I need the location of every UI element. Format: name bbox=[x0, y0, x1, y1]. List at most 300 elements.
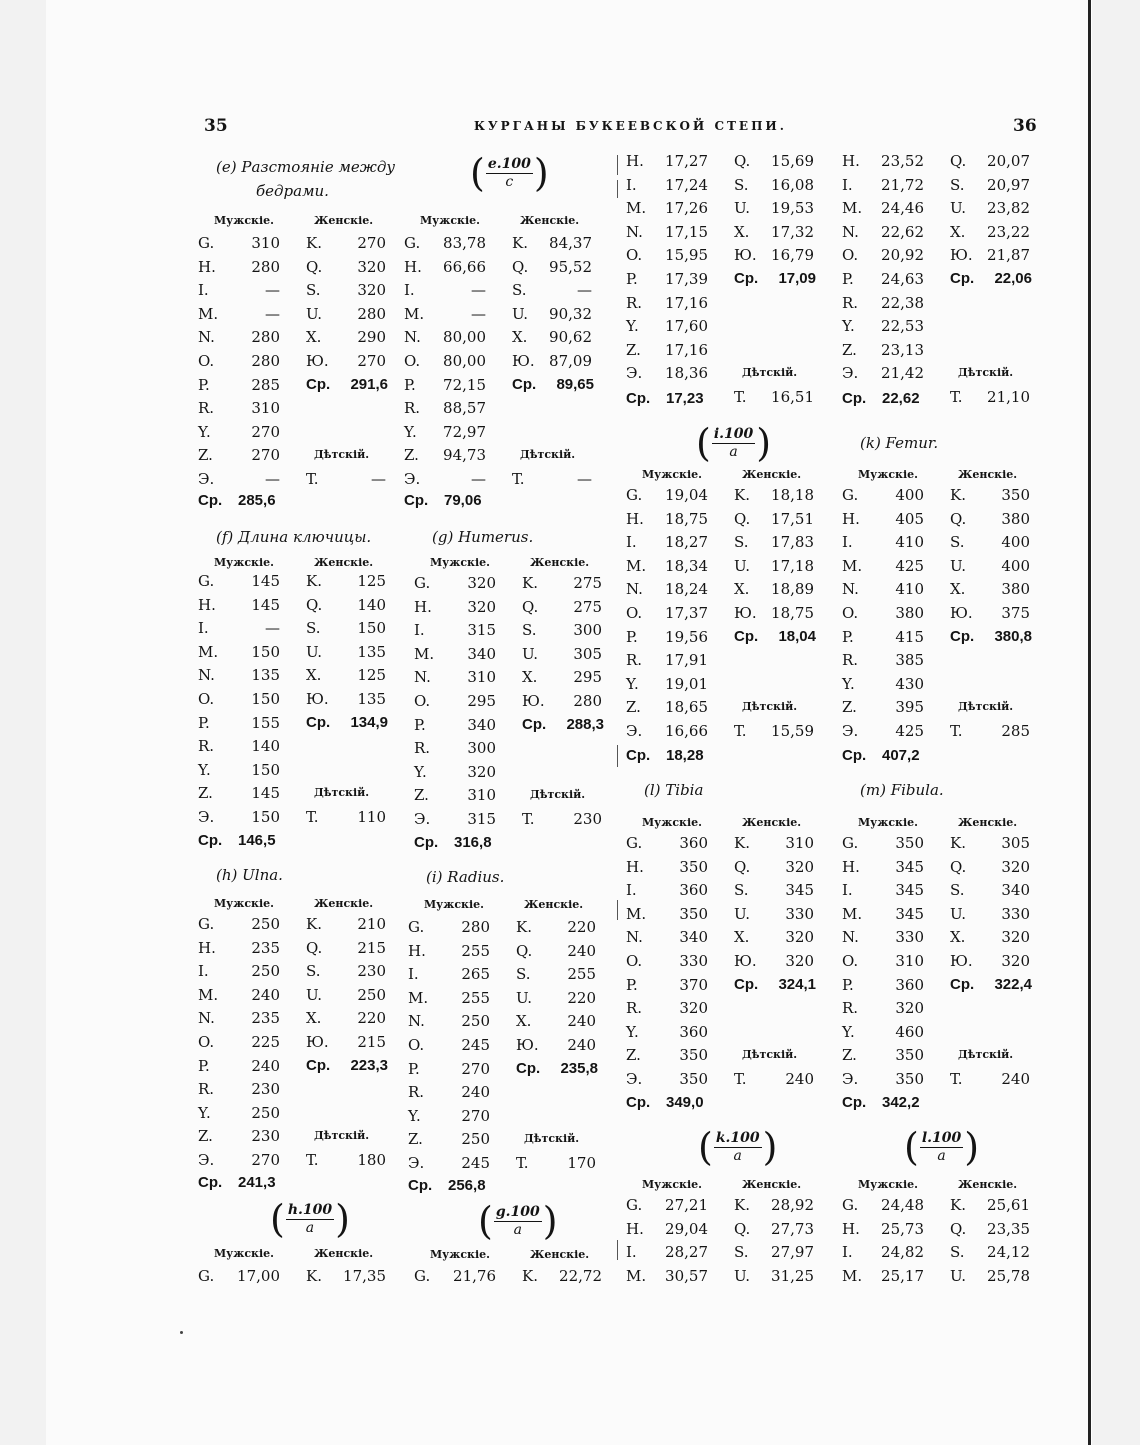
row-value: 360 bbox=[679, 834, 708, 852]
row-value: 340 bbox=[467, 644, 496, 663]
male-label: R. bbox=[198, 1080, 215, 1099]
female-label: Q. bbox=[734, 152, 751, 170]
male-label: O. bbox=[842, 952, 859, 970]
male-label: I. bbox=[414, 621, 425, 640]
row-value: 230 bbox=[357, 962, 386, 981]
male-label: M. bbox=[626, 199, 647, 218]
row-value: 270 bbox=[251, 446, 280, 465]
row-value: 15,69 bbox=[771, 152, 814, 170]
female-label: K. bbox=[306, 915, 322, 933]
row-value: 370 bbox=[679, 975, 708, 994]
row-value: 305 bbox=[573, 644, 602, 663]
row-value: 15,95 bbox=[665, 246, 708, 265]
row-value: 19,04 bbox=[665, 486, 708, 504]
row-value: 380 bbox=[895, 604, 924, 622]
row-value: 16,66 bbox=[665, 722, 708, 740]
female-label: U. bbox=[306, 985, 323, 1004]
paren-left: ( bbox=[904, 1125, 919, 1169]
row-value: 320 bbox=[895, 999, 924, 1018]
male-label: R. bbox=[404, 399, 421, 418]
male-label: M. bbox=[198, 985, 219, 1004]
male-header: Мужскіе. bbox=[430, 1248, 490, 1261]
row-value: 310 bbox=[467, 786, 496, 805]
female-label: K. bbox=[306, 1267, 322, 1285]
female-label: X. bbox=[734, 928, 750, 947]
row-value: 170 bbox=[567, 1154, 596, 1172]
male-label: I. bbox=[842, 175, 853, 194]
male-label: P. bbox=[408, 1059, 420, 1078]
row-value: 24,46 bbox=[881, 199, 924, 218]
male-label: O. bbox=[842, 604, 859, 622]
row-value: 275 bbox=[573, 597, 602, 616]
female-label: K. bbox=[734, 834, 750, 852]
female-average-value: 89,65 bbox=[556, 375, 594, 393]
male-label: G. bbox=[198, 572, 215, 590]
row-value: 320 bbox=[357, 257, 386, 276]
male-label: H. bbox=[842, 509, 860, 528]
row-value: — bbox=[371, 470, 386, 488]
female-label: S. bbox=[512, 281, 527, 300]
male-label: R. bbox=[626, 999, 643, 1018]
female-average-value: 324,1 bbox=[778, 975, 816, 993]
female-average-value: 18,04 bbox=[778, 627, 816, 645]
female-label: Q. bbox=[734, 1219, 751, 1238]
row-value: 210 bbox=[357, 915, 386, 933]
row-value: 22,62 bbox=[881, 222, 924, 241]
male-header: Мужскіе. bbox=[214, 214, 274, 227]
table-title: (f) Длина ключицы. bbox=[216, 528, 372, 546]
male-label: P. bbox=[626, 270, 638, 288]
child-label: T. bbox=[306, 1151, 319, 1169]
row-value: 84,37 bbox=[549, 234, 592, 252]
row-value: 94,73 bbox=[443, 446, 486, 465]
row-value: 17,00 bbox=[237, 1267, 280, 1285]
row-value: 280 bbox=[573, 692, 602, 710]
row-value: 340 bbox=[1001, 881, 1030, 900]
paren-left: ( bbox=[478, 1199, 493, 1243]
row-value: 230 bbox=[251, 1127, 280, 1146]
male-label: Э. bbox=[626, 364, 643, 383]
male-label: P. bbox=[626, 975, 638, 994]
female-label: U. bbox=[950, 556, 967, 575]
row-value: 320 bbox=[467, 574, 496, 592]
male-label: M. bbox=[842, 199, 863, 218]
numerator: l.100 bbox=[921, 1129, 962, 1146]
male-label: R. bbox=[842, 999, 859, 1018]
female-label: Ю. bbox=[734, 246, 757, 265]
female-label: Q. bbox=[734, 509, 751, 528]
row-value: 20,92 bbox=[881, 246, 924, 265]
average-label: Ср. bbox=[306, 713, 331, 731]
male-label: Э. bbox=[842, 722, 859, 740]
row-value: 140 bbox=[357, 595, 386, 614]
average-label: Ср. bbox=[198, 492, 223, 509]
row-value: 330 bbox=[895, 928, 924, 947]
table-title: (e) Разстояніе между bbox=[216, 158, 396, 176]
male-label: I. bbox=[198, 962, 209, 981]
row-value: 140 bbox=[251, 737, 280, 756]
male-label: Э. bbox=[404, 470, 421, 488]
female-label: S. bbox=[516, 965, 531, 984]
row-value: 17,91 bbox=[665, 651, 708, 670]
male-header: Мужскіе. bbox=[858, 468, 918, 481]
female-header: Женскіе. bbox=[958, 1178, 1018, 1191]
female-header: Женскіе. bbox=[520, 214, 580, 227]
average-label: Ср. bbox=[198, 1174, 223, 1191]
average-label: Ср. bbox=[516, 1059, 541, 1077]
row-value: 405 bbox=[895, 509, 924, 528]
average-label: Ср. bbox=[306, 1056, 331, 1074]
row-value: 265 bbox=[461, 965, 490, 984]
male-label: O. bbox=[198, 690, 215, 708]
female-average-value: 291,6 bbox=[350, 375, 388, 393]
female-label: Q. bbox=[950, 857, 967, 876]
male-label: Y. bbox=[198, 422, 211, 441]
row-value: 18,89 bbox=[771, 580, 814, 599]
row-value: 270 bbox=[357, 352, 386, 370]
female-label: Q. bbox=[306, 595, 323, 614]
male-label: I. bbox=[626, 175, 637, 194]
female-label: S. bbox=[306, 619, 321, 638]
row-value: 300 bbox=[467, 739, 496, 758]
male-label: N. bbox=[842, 222, 859, 241]
male-label: Z. bbox=[408, 1130, 423, 1149]
numerator: e.100 bbox=[487, 155, 531, 172]
male-label: Э. bbox=[198, 470, 215, 488]
row-value: 110 bbox=[357, 808, 386, 826]
male-label: I. bbox=[626, 533, 637, 552]
row-value: 400 bbox=[895, 486, 924, 504]
rule-mark bbox=[617, 1240, 618, 1260]
paren-right: ) bbox=[335, 1197, 350, 1241]
row-value: 350 bbox=[1001, 486, 1030, 504]
rule-mark bbox=[617, 155, 618, 175]
table-title: (g) Humerus. bbox=[432, 528, 534, 546]
male-label: G. bbox=[404, 234, 421, 252]
male-label: Z. bbox=[842, 340, 857, 359]
male-average-value: 407,2 bbox=[882, 747, 920, 764]
row-value: 17,18 bbox=[771, 556, 814, 575]
row-value: 395 bbox=[895, 698, 924, 717]
average-label: Ср. bbox=[306, 375, 331, 393]
female-label: K. bbox=[306, 572, 322, 590]
page-number-left: 35 bbox=[204, 116, 228, 136]
female-label: Q. bbox=[306, 257, 323, 276]
row-value: 24,82 bbox=[881, 1243, 924, 1262]
row-value: 280 bbox=[251, 257, 280, 276]
row-value: 17,27 bbox=[665, 152, 708, 170]
male-label: I. bbox=[626, 881, 637, 900]
male-label: N. bbox=[198, 666, 215, 685]
row-value: 295 bbox=[573, 668, 602, 687]
male-label: M. bbox=[842, 904, 863, 923]
male-label: H. bbox=[198, 595, 216, 614]
male-label: M. bbox=[626, 904, 647, 923]
average-label: Ср. bbox=[734, 627, 759, 645]
paren-right: ) bbox=[964, 1125, 980, 1169]
row-value: 17,83 bbox=[771, 533, 814, 552]
row-value: 145 bbox=[251, 595, 280, 614]
male-label: H. bbox=[626, 857, 644, 876]
male-label: N. bbox=[842, 580, 859, 599]
row-value: 320 bbox=[467, 762, 496, 781]
child-header: Дѣтскій. bbox=[742, 700, 798, 714]
average-label: Ср. bbox=[626, 747, 651, 764]
male-average-value: 17,23 bbox=[666, 390, 704, 407]
male-label: G. bbox=[198, 915, 215, 933]
male-average-value: 241,3 bbox=[238, 1174, 276, 1191]
male-label: Э. bbox=[408, 1154, 425, 1172]
average-label: Ср. bbox=[522, 715, 547, 733]
male-label: N. bbox=[408, 1012, 425, 1031]
male-label: N. bbox=[198, 1009, 215, 1028]
row-value: 280 bbox=[251, 328, 280, 347]
female-label: X. bbox=[734, 580, 750, 599]
male-label: Y. bbox=[414, 762, 427, 781]
row-value: 18,18 bbox=[771, 486, 814, 504]
male-average-value: 316,8 bbox=[454, 834, 492, 851]
row-value: 23,82 bbox=[987, 199, 1030, 218]
average-label: Ср. bbox=[734, 270, 759, 287]
row-value: 25,61 bbox=[987, 1196, 1030, 1214]
male-label: P. bbox=[198, 375, 210, 394]
female-label: K. bbox=[734, 1196, 750, 1214]
row-value: 17,24 bbox=[665, 175, 708, 194]
row-value: 385 bbox=[895, 651, 924, 670]
male-label: Y. bbox=[842, 674, 855, 693]
child-label: T. bbox=[950, 1070, 963, 1088]
row-value: 425 bbox=[895, 556, 924, 575]
row-value: 66,66 bbox=[443, 257, 486, 276]
table-title: (l) Tibia bbox=[644, 781, 704, 799]
row-value: — bbox=[471, 470, 486, 488]
female-label: X. bbox=[512, 328, 528, 347]
child-label: T. bbox=[516, 1154, 529, 1172]
row-value: 290 bbox=[357, 328, 386, 347]
male-header: Мужскіе. bbox=[642, 468, 702, 481]
row-value: 88,57 bbox=[443, 399, 486, 418]
female-label: Q. bbox=[512, 257, 529, 276]
row-value: 25,17 bbox=[881, 1266, 924, 1285]
female-label: U. bbox=[950, 904, 967, 923]
male-label: Э. bbox=[842, 364, 859, 383]
male-label: N. bbox=[404, 328, 421, 347]
female-label: Q. bbox=[306, 938, 323, 957]
male-label: Y. bbox=[842, 317, 855, 336]
male-label: P. bbox=[842, 975, 854, 994]
male-label: H. bbox=[842, 1219, 860, 1238]
page-number-right: 36 bbox=[1013, 116, 1037, 136]
male-label: Э. bbox=[198, 1151, 215, 1169]
row-value: 17,26 bbox=[665, 199, 708, 218]
denominator: a bbox=[305, 1219, 315, 1236]
female-average-value: 288,3 bbox=[566, 715, 604, 733]
row-value: 19,53 bbox=[771, 199, 814, 218]
male-label: M. bbox=[408, 988, 429, 1007]
row-value: 215 bbox=[357, 938, 386, 957]
paren-right: ) bbox=[533, 151, 549, 195]
female-label: K. bbox=[512, 234, 528, 252]
row-value: 135 bbox=[357, 690, 386, 708]
row-value: 90,32 bbox=[549, 304, 592, 323]
row-value: 295 bbox=[467, 692, 496, 710]
numerator: i.100 bbox=[713, 425, 754, 442]
average-label: Ср. bbox=[404, 492, 429, 509]
row-value: 230 bbox=[251, 1080, 280, 1099]
female-header: Женскіе. bbox=[524, 898, 584, 911]
child-header: Дѣтскій. bbox=[524, 1132, 580, 1146]
numerator: h.100 bbox=[287, 1201, 333, 1218]
row-value: 240 bbox=[567, 1012, 596, 1031]
male-label: Z. bbox=[198, 1127, 213, 1146]
male-label: G. bbox=[414, 1267, 431, 1285]
female-average-value: 223,3 bbox=[350, 1056, 388, 1074]
row-value: 350 bbox=[679, 1046, 708, 1065]
row-value: 150 bbox=[357, 619, 386, 638]
row-value: 275 bbox=[573, 574, 602, 592]
row-value: 16,79 bbox=[771, 246, 814, 265]
row-value: 350 bbox=[895, 1046, 924, 1065]
row-value: 18,75 bbox=[665, 509, 708, 528]
row-value: 19,01 bbox=[665, 674, 708, 693]
male-label: O. bbox=[626, 952, 643, 970]
male-label: Y. bbox=[842, 1022, 855, 1041]
male-label: H. bbox=[404, 257, 422, 276]
row-value: 315 bbox=[467, 810, 496, 828]
male-label: Y. bbox=[626, 317, 639, 336]
speck bbox=[180, 1331, 183, 1334]
male-label: Z. bbox=[198, 446, 213, 465]
average-label: Ср. bbox=[408, 1177, 433, 1194]
row-value: 17,16 bbox=[665, 340, 708, 359]
male-label: M. bbox=[198, 304, 219, 323]
male-label: Y. bbox=[198, 1103, 211, 1122]
row-value: 135 bbox=[357, 642, 386, 661]
male-label: I. bbox=[842, 881, 853, 900]
row-value: 400 bbox=[1001, 533, 1030, 552]
row-value: 18,34 bbox=[665, 556, 708, 575]
male-label: Y. bbox=[408, 1106, 421, 1125]
average-label: Ср. bbox=[842, 390, 867, 407]
male-label: Y. bbox=[198, 760, 211, 779]
row-value: — bbox=[471, 304, 486, 323]
average-label: Ср. bbox=[414, 834, 439, 851]
row-value: 350 bbox=[895, 834, 924, 852]
male-label: R. bbox=[842, 651, 859, 670]
male-label: G. bbox=[842, 834, 859, 852]
male-label: Э. bbox=[414, 810, 431, 828]
row-value: 24,48 bbox=[881, 1196, 924, 1214]
female-label: S. bbox=[734, 881, 749, 900]
male-label: I. bbox=[198, 281, 209, 300]
row-value: 220 bbox=[357, 1009, 386, 1028]
male-label: I. bbox=[842, 533, 853, 552]
female-label: Q. bbox=[522, 597, 539, 616]
male-label: I. bbox=[198, 619, 209, 638]
male-label: P. bbox=[414, 715, 426, 734]
ratio-formula bbox=[270, 1197, 350, 1241]
binding-edge bbox=[1088, 0, 1091, 1445]
ratio-formula bbox=[696, 421, 772, 465]
row-value: 380 bbox=[1001, 509, 1030, 528]
row-value: 410 bbox=[895, 533, 924, 552]
row-value: 320 bbox=[357, 281, 386, 300]
row-value: 360 bbox=[679, 1022, 708, 1041]
child-header: Дѣтскій. bbox=[530, 788, 586, 802]
child-label: T. bbox=[306, 470, 319, 488]
male-label: Y. bbox=[626, 674, 639, 693]
male-header: Мужскіе. bbox=[214, 1247, 274, 1260]
row-value: 18,36 bbox=[665, 364, 708, 383]
male-header: Мужскіе. bbox=[858, 1178, 918, 1191]
female-label: X. bbox=[522, 668, 538, 687]
row-value: 250 bbox=[357, 985, 386, 1004]
row-value: 180 bbox=[357, 1151, 386, 1169]
table-title: (i) Radius. bbox=[426, 868, 505, 886]
row-value: 315 bbox=[467, 621, 496, 640]
female-label: S. bbox=[306, 281, 321, 300]
row-value: 270 bbox=[461, 1106, 490, 1125]
table-title: (m) Fibula. bbox=[860, 781, 944, 799]
male-average-value: 285,6 bbox=[238, 492, 276, 509]
male-label: G. bbox=[198, 1267, 215, 1285]
row-value: 255 bbox=[461, 941, 490, 960]
row-value: 350 bbox=[679, 1070, 708, 1088]
table-title: (h) Ulna. bbox=[216, 866, 283, 884]
male-label: O. bbox=[626, 246, 643, 265]
male-label: R. bbox=[198, 737, 215, 756]
child-label: T. bbox=[950, 722, 963, 740]
row-value: 17,51 bbox=[771, 509, 814, 528]
row-value: 30,57 bbox=[665, 1266, 708, 1285]
female-label: S. bbox=[734, 533, 749, 552]
table-title: (k) Femur. bbox=[860, 434, 939, 452]
row-value: 21,10 bbox=[987, 388, 1030, 406]
row-value: 430 bbox=[895, 674, 924, 693]
ratio-formula bbox=[478, 1199, 558, 1243]
child-label: T. bbox=[950, 388, 963, 406]
male-label: Z. bbox=[626, 1046, 641, 1065]
female-header: Женскіе. bbox=[314, 897, 374, 910]
row-value: 310 bbox=[251, 399, 280, 418]
average-label: Ср. bbox=[950, 627, 975, 645]
row-value: 28,92 bbox=[771, 1196, 814, 1214]
row-value: — bbox=[265, 304, 280, 323]
female-label: Ю. bbox=[512, 352, 535, 370]
female-label: U. bbox=[950, 199, 967, 218]
row-value: 350 bbox=[679, 857, 708, 876]
row-value: 18,65 bbox=[665, 698, 708, 717]
paren-left: ( bbox=[270, 1197, 285, 1241]
female-label: Ю. bbox=[306, 690, 329, 708]
row-value: 320 bbox=[785, 857, 814, 876]
row-value: 17,15 bbox=[665, 222, 708, 241]
fraction bbox=[920, 1130, 963, 1165]
male-label: N. bbox=[626, 580, 643, 599]
male-label: H. bbox=[842, 857, 860, 876]
row-value: 310 bbox=[251, 234, 280, 252]
row-value: 280 bbox=[251, 352, 280, 370]
female-label: X. bbox=[306, 1009, 322, 1028]
row-value: 24,63 bbox=[881, 270, 924, 288]
row-value: 360 bbox=[895, 975, 924, 994]
male-label: I. bbox=[842, 1243, 853, 1262]
female-label: K. bbox=[950, 486, 966, 504]
running-title: КУРГАНЫ БУКЕЕВСКОЙ СТЕПИ. bbox=[474, 119, 787, 133]
row-value: 18,27 bbox=[665, 533, 708, 552]
rule-mark bbox=[617, 900, 618, 920]
row-value: 80,00 bbox=[443, 328, 486, 347]
